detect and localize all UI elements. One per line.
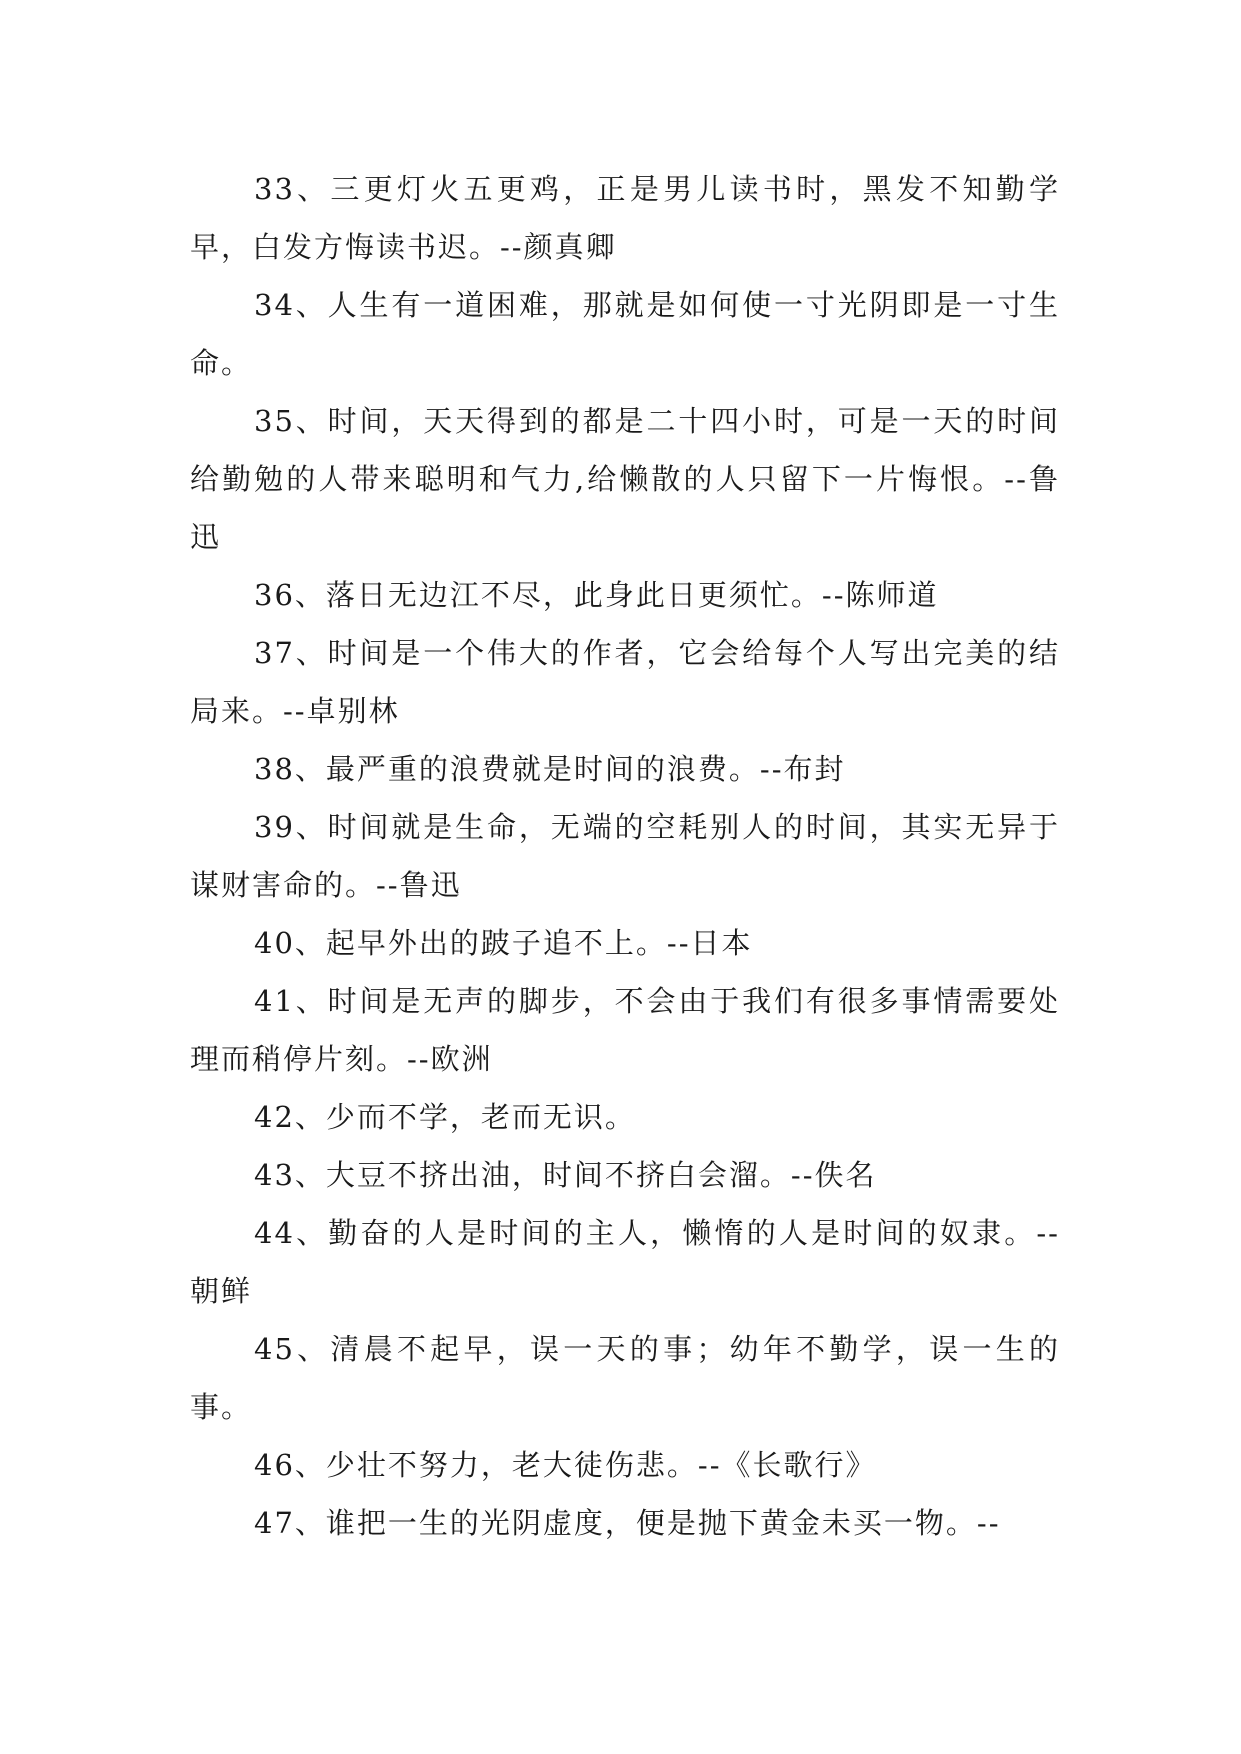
document-body: [190, 160, 1060, 1552]
quote-paragraph-34: 34、人生有一道困难，那就是如何使一寸光阴即是一寸生命。: [190, 288, 1060, 380]
quote-paragraph-38: 38、最严重的浪费就是时间的浪费。--布封: [254, 752, 846, 786]
quote-paragraph-43: 43、大豆不挤出油，时间不挤白会溜。--佚名: [254, 1158, 877, 1192]
quote-paragraph-47: 47、谁把一生的光阴虚度，便是抛下黄金未买一物。--: [254, 1506, 1001, 1540]
quote-paragraph-35: 35、时间，天天得到的都是二十四小时，可是一天的时间给勤勉的人带来聪明和气力,给懒散的人只留下一片悔恨。--鲁迅: [190, 404, 1060, 554]
quote-paragraph-36: 36、落日无边江不尽，此身此日更须忙。--陈师道: [254, 578, 939, 612]
quote-paragraph-37: 37、时间是一个伟大的作者，它会给每个人写出完美的结局来。--卓别林: [190, 636, 1060, 728]
quote-paragraph-46: 46、少壮不努力，老大徒伤悲。--《长歌行》: [254, 1448, 877, 1482]
quote-paragraph-42: 42、少而不学，老而无识。: [254, 1100, 636, 1134]
quote-paragraph-41: 41、时间是无声的脚步，不会由于我们有很多事情需要处理而稍停片刻。--欧洲: [190, 984, 1060, 1076]
quote-paragraph-33: 33、三更灯火五更鸡，正是男儿读书时，黑发不知勤学早，白发方悔读书迟。--颜真卿: [190, 172, 1060, 264]
quote-paragraph-40: 40、起早外出的跛子追不上。--日本: [254, 926, 753, 960]
quote-paragraph-45: 45、清晨不起早，误一天的事；幼年不勤学，误一生的事。: [190, 1332, 1060, 1424]
quote-paragraph-39: 39、时间就是生命，无端的空耗别人的时间，其实无异于谋财害命的。--鲁迅: [190, 810, 1060, 902]
quote-paragraph-44: 44、勤奋的人是时间的主人，懒惰的人是时间的奴隶。--朝鲜: [190, 1216, 1060, 1308]
